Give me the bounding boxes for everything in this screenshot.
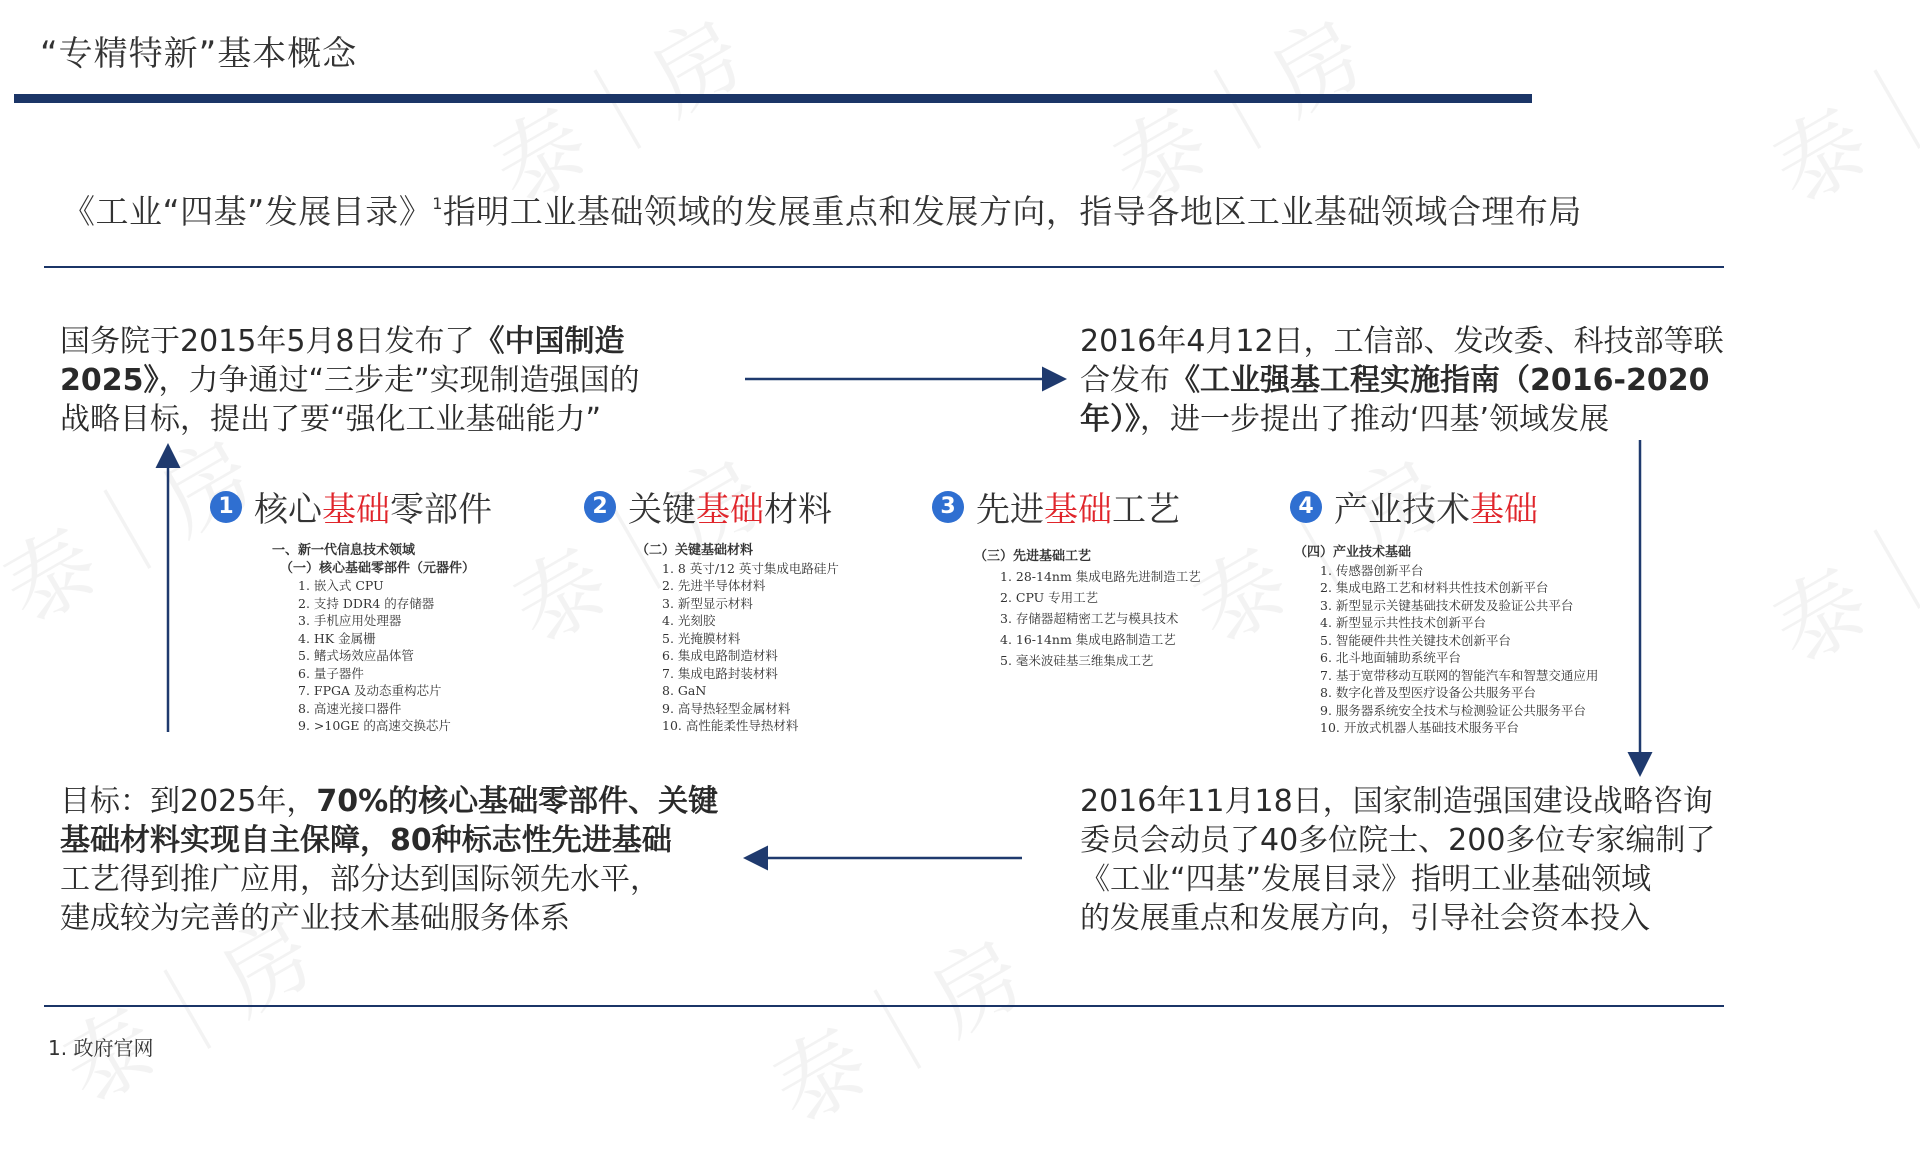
list-item: 7. 基于宽带移动互联网的智能汽车和智慧交通应用 <box>1320 667 1599 683</box>
bl-line2-bold: 基础材料实现自主保障， <box>60 823 390 858</box>
number-circle: 2 <box>584 491 616 523</box>
number-circle: 4 <box>1290 491 1322 523</box>
subtitle-post: 指明工业基础领域的发展重点和发展方向，指导各地区工业基础领域合理布局 <box>442 192 1582 231</box>
category-4-list <box>1294 544 1624 737</box>
category-4-heading <box>1290 482 1538 531</box>
category-2-heading <box>584 482 832 531</box>
list-item: 7. FPGA 及动态重构芯片 <box>298 683 442 698</box>
list-item: 1. 传感器创新平台 <box>1320 562 1424 578</box>
list-item: 10. 开放式机器人基础技术服务平台 <box>1320 720 1519 735</box>
tl-line1: 国务院于2015年5月8日发布了 <box>60 324 475 359</box>
list-item: 5. 鳍式场效应晶体管 <box>298 648 414 663</box>
text-block-bottom-right <box>1080 782 1780 938</box>
list-item: 2. CPU 专用工艺 <box>1000 589 1099 605</box>
bl-line1-bold: 70%的核心基础零部件、关键 <box>316 784 719 819</box>
list-item: 8. GaN <box>662 683 707 698</box>
list-heading: 一、新一代信息技术领域 <box>272 543 416 558</box>
category-label-highlight: 基础 <box>322 490 390 530</box>
list-item: 5. 光掩膜材料 <box>662 630 741 646</box>
category-label: 零部件 <box>390 490 492 530</box>
tl-line3: 战略目标，提出了要“强化工业基础能力” <box>60 402 602 437</box>
number-circle: 3 <box>932 491 964 523</box>
category-label: 核心 <box>254 490 322 530</box>
category-label: 材料 <box>764 490 832 530</box>
list-item: 3. 新型显示材料 <box>662 595 753 611</box>
list-item: 5. 智能硬件共性关键技术创新平台 <box>1320 632 1511 648</box>
tr-line3-bold: 年）》 <box>1080 402 1140 437</box>
tr-line3: ，进一步提出了推动‘四基’领域发展 <box>1140 402 1610 437</box>
text-block-bottom-left <box>60 782 750 938</box>
footnote: 1. 政府官网 <box>48 1036 154 1060</box>
list-heading: （三）先进基础工艺 <box>974 549 1092 564</box>
list-item: 4. HK 金属栅 <box>298 630 376 646</box>
list-item: 4. 16-14nm 集成电路制造工艺 <box>1000 631 1176 647</box>
bl-line4: 建成较为完善的产业技术基础服务体系 <box>60 901 570 936</box>
tr-line2-bold: 《工业强基工程实施指南（2016-2020 <box>1170 363 1710 398</box>
page-title: “专精特新”基本概念 <box>40 34 358 74</box>
divider-bottom <box>44 1005 1724 1007</box>
list-item: 7. 集成电路封装材料 <box>662 665 778 681</box>
category-1-list <box>272 542 552 735</box>
bl-line3: 工艺得到推广应用，部分达到国际领先水平， <box>60 862 660 897</box>
list-item: 5. 毫米波硅基三维集成工艺 <box>1000 652 1154 668</box>
list-item: 2. 集成电路工艺和材料共性技术创新平台 <box>1320 580 1549 595</box>
category-label: 产业技术 <box>1334 490 1470 530</box>
category-label: 先进 <box>976 490 1044 530</box>
category-label: 工艺 <box>1112 490 1180 530</box>
list-item: 2. 先进半导体材料 <box>662 578 766 593</box>
category-label-highlight: 基础 <box>1470 490 1538 530</box>
category-label: 关键 <box>628 490 696 530</box>
subtitle-pre: 《工业“四基”发展目录》 <box>62 192 433 231</box>
br-line3: 《工业“四基”发展目录》指明工业基础领域 <box>1080 862 1652 897</box>
list-item: 1. 8 英寸/12 英寸集成电路硅片 <box>662 560 839 576</box>
category-1-heading <box>210 482 492 531</box>
list-item: 6. 北斗地面辅助系统平台 <box>1320 650 1461 665</box>
list-item: 1. 28-14nm 集成电路先进制造工艺 <box>1000 568 1201 584</box>
bl-line1: 目标：到2025年， <box>60 784 317 819</box>
br-line1: 2016年11月18日，国家制造强国建设战略咨询 <box>1080 784 1713 819</box>
tl-line2-bold: 2025》 <box>60 363 159 398</box>
list-subheading: （一）核心基础零部件（元器件） <box>280 560 476 576</box>
category-3-heading <box>932 482 1180 531</box>
br-line4: 的发展重点和发展方向，引导社会资本投入 <box>1080 901 1650 936</box>
tr-line2: 合发布 <box>1080 363 1170 398</box>
list-item: 9. 高导热轻型金属材料 <box>662 700 791 716</box>
list-item: 10. 高性能柔性导热材料 <box>662 718 799 733</box>
category-label-highlight: 基础 <box>696 490 764 530</box>
list-item: 3. 手机应用处理器 <box>298 613 402 628</box>
list-heading: （四）产业技术基础 <box>1294 545 1412 560</box>
list-item: 2. 支持 DDR4 的存储器 <box>298 595 435 611</box>
category-3-list <box>974 548 1244 671</box>
list-item: 4. 光刻胶 <box>662 613 716 628</box>
list-item: 8. 高速光接口器件 <box>298 700 402 716</box>
footnote-marker: 1 <box>432 194 443 213</box>
list-item: 4. 新型显示共性技术创新平台 <box>1320 615 1486 630</box>
list-item: 9. >10GE 的高速交换芯片 <box>298 718 451 733</box>
list-item: 3. 新型显示关键基础技术研发及验证公共平台 <box>1320 597 1574 613</box>
list-item: 3. 存储器超精密工艺与模具技术 <box>1000 610 1179 626</box>
list-item: 9. 服务器系统安全技术与检测验证公共服务平台 <box>1320 702 1586 718</box>
bl-line2-bold-2: 80种标志性先进基础 <box>390 823 672 858</box>
tl-line1-bold: 《中国制造 <box>474 324 625 359</box>
list-item: 6. 集成电路制造材料 <box>662 648 778 663</box>
number-circle: 1 <box>210 491 242 523</box>
list-heading: （二）关键基础材料 <box>636 543 754 558</box>
category-label-highlight: 基础 <box>1044 490 1112 530</box>
category-2-list <box>636 542 926 735</box>
br-line2: 委员会动员了40多位院士、200多位专家编制了 <box>1080 823 1716 858</box>
list-item: 8. 数字化普及型医疗设备公共服务平台 <box>1320 685 1536 700</box>
list-item: 6. 量子器件 <box>298 665 364 681</box>
tr-line1: 2016年4月12日，工信部、发改委、科技部等联 <box>1080 324 1724 359</box>
tl-line2: ，力争通过“三步走”实现制造强国的 <box>158 363 640 398</box>
list-item: 1. 嵌入式 CPU <box>298 578 384 593</box>
